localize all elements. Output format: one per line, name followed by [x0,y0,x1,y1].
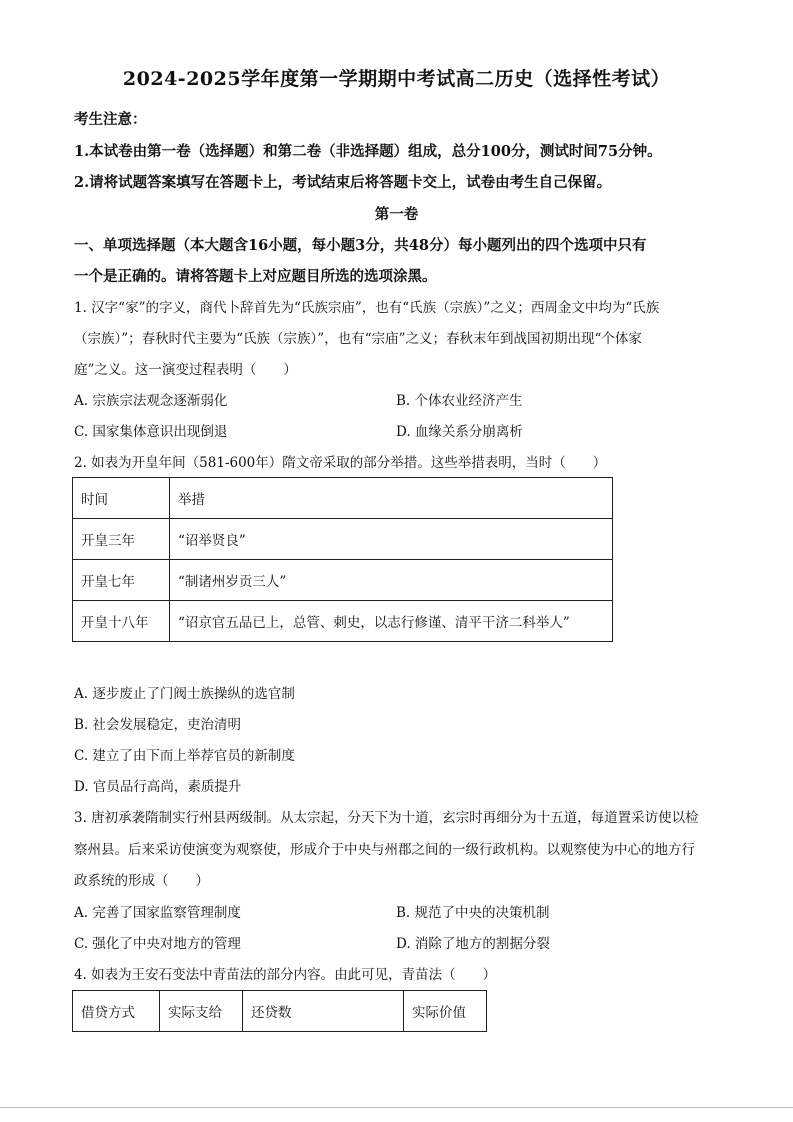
table-header-cell: 举措 [170,478,613,519]
table-cell: “制诸州岁贡三人” [170,560,613,601]
notice-item-1: 1.本试卷由第一卷（选择题）和第二卷（非选择题）组成，总分100分，测试时间75分钟。 [74,143,662,160]
table-row [73,991,487,1032]
table-row [73,519,613,560]
q2-stem: 2. 如表为开皇年间（581-600年）隋文帝采取的部分举措。这些举措表明，当时（ ） [74,455,607,471]
page-bottom-divider [0,1107,793,1108]
q1-option-c[interactable]: C. 国家集体意识出现倒退 [74,424,228,440]
q2-table [72,477,613,642]
q3-option-a[interactable]: A. 完善了国家监察管理制度 [74,905,241,921]
table-cell: “诏举贤良” [170,519,613,560]
q2-option-d[interactable]: D. 官员品行高尚，素质提升 [74,779,242,795]
table-row [73,601,613,642]
q4-stem: 4. 如表为王安石变法中青苗法的部分内容。由此可见，青苗法（ ） [74,967,497,983]
table-header-cell: 实际价值 [404,991,487,1032]
q2-option-b[interactable]: B. 社会发展稳定，吏治清明 [74,717,242,733]
q1-stem-line-2: （宗族）”；春秋时代主要为“氏族（宗族）”，也有“宗庙”之义；春秋末年到战国初期出现“个体家 [74,331,642,347]
notice-heading: 考生注意： [74,111,147,128]
q3-stem-line-2: 察州县。后来采访使演变为观察使，形成介于中央与州郡之间的一级行政机构。以观察使为中心的地方行 [74,842,695,858]
section-instruction-line-1: 一、单项选择题（本大题含16小题，每小题3分，共48分）每小题列出的四个选项中只有 [74,237,647,254]
q1-option-a[interactable]: A. 宗族宗法观念逐渐弱化 [74,393,228,409]
notice-item-2: 2.请将试题答案填写在答题卡上，考试结束后将答题卡交上，试卷由考生自己保留。 [74,174,612,191]
section-instruction-line-2: 一个是正确的。请将答题卡上对应题目所选的选项涂黑。 [74,268,437,285]
q1-option-d[interactable]: D. 血缘关系分崩离析 [396,424,523,440]
q1-stem-line-3: 庭”之义。这一演变过程表明（ ） [74,362,297,378]
q1-option-b[interactable]: B. 个体农业经济产生 [396,393,523,409]
table-header-cell: 实际支给 [160,991,243,1032]
q3-option-d[interactable]: D. 消除了地方的割据分裂 [396,936,550,952]
table-header-cell: 借贷方式 [73,991,160,1032]
table-cell: 开皇七年 [73,560,170,601]
q1-stem-line-1: 1. 汉字“家”的字义，商代卜辞首先为“氏族宗庙”，也有“氏族（宗族）”之义；西周金文中均为“氏族 [74,300,660,316]
q3-option-b[interactable]: B. 规范了中央的决策机制 [396,905,550,921]
table-cell: 开皇三年 [73,519,170,560]
q2-option-a[interactable]: A. 逐步废止了门阀士族操纵的选官制 [74,686,295,702]
table-row [73,478,613,519]
q2-option-c[interactable]: C. 建立了由下而上举荐官员的新制度 [74,748,295,764]
table-header-cell: 还贷数 [243,991,404,1032]
table-cell: 开皇十八年 [73,601,170,642]
q3-stem-line-1: 3. 唐初承袭隋制实行州县两级制。从太宗起，分天下为十道，玄宗时再细分为十五道，每道置采访使以检 [74,810,699,826]
q3-option-c[interactable]: C. 强化了中央对地方的管理 [74,936,241,952]
q4-table [72,990,487,1032]
table-row [73,560,613,601]
page-title: 2024-2025学年度第一学期期中考试高二历史（选择性考试） [122,68,671,90]
table-cell: “诏京官五品已上，总管、刺史，以志行修谨、清平干济二科举人” [170,601,613,642]
q3-stem-line-3: 政系统的形成（ ） [74,873,209,889]
section-title: 第一卷 [374,206,419,223]
table-header-cell: 时间 [73,478,170,519]
